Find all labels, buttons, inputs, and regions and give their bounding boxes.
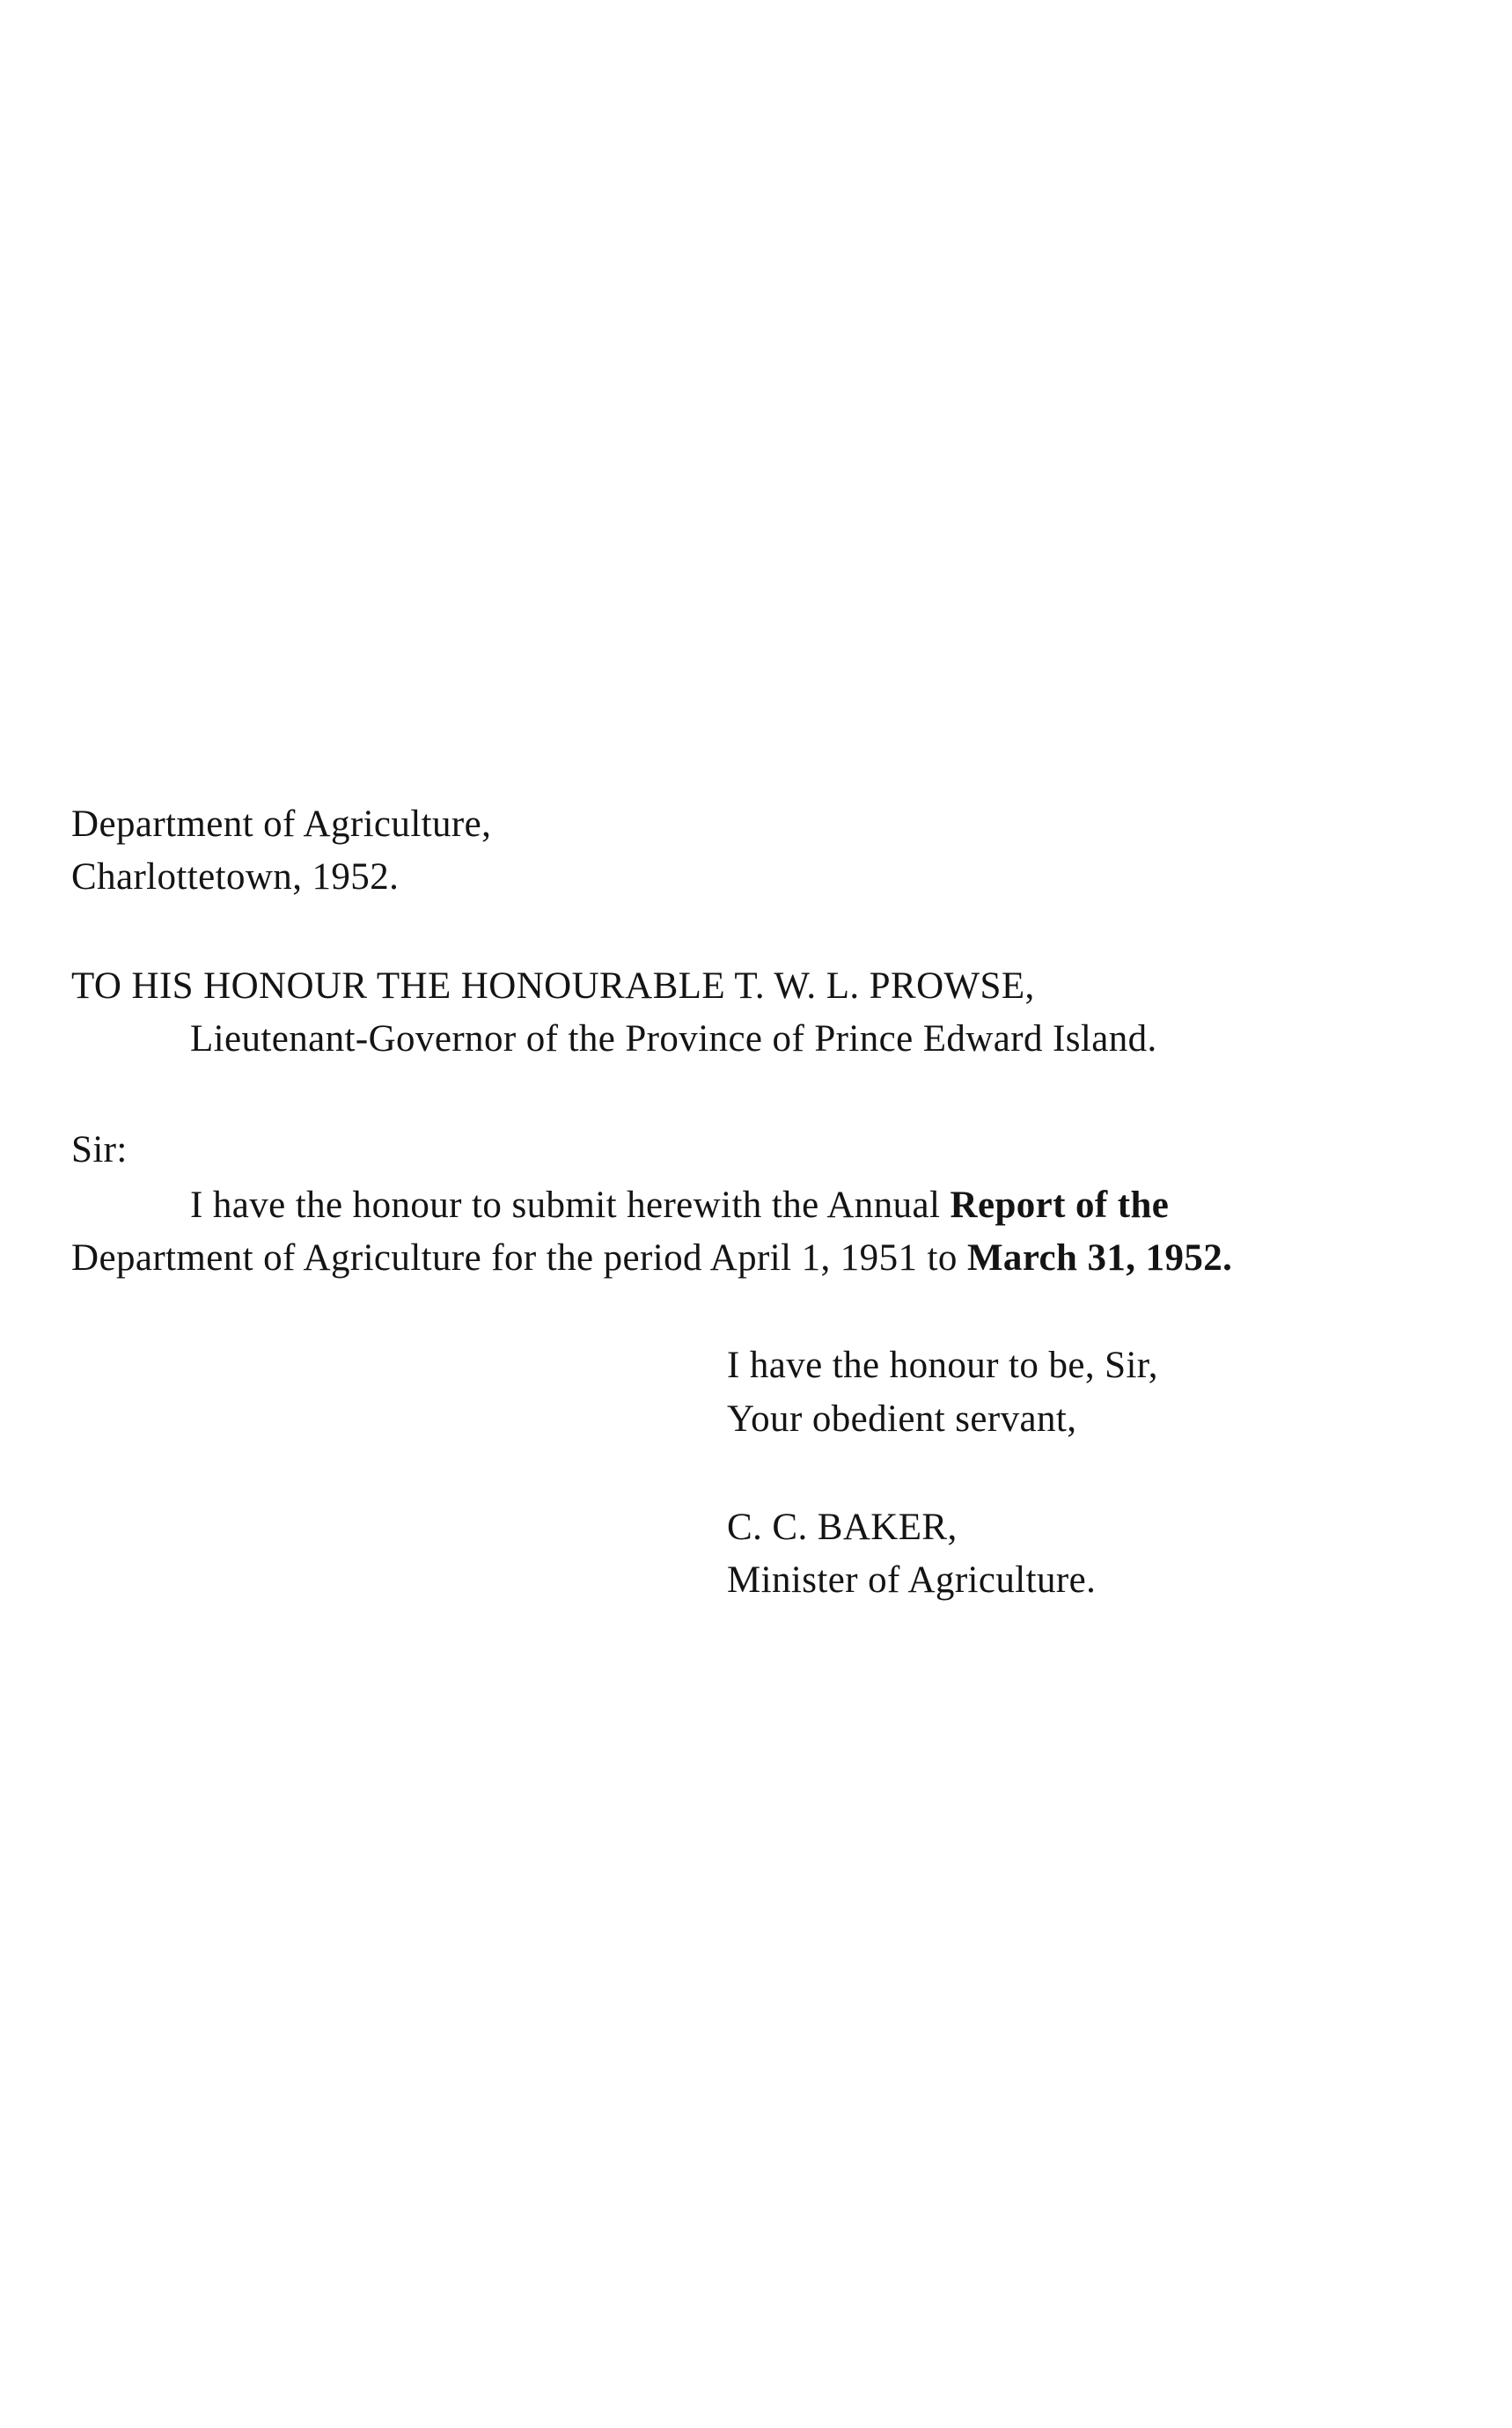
body-line-1-text: I have the honour to submit herewith the Annual [190,1185,951,1226]
addressee: TO HIS HONOUR THE HONOURABLE T. W. L. PROWSE, [71,965,1035,1007]
signatory-title: Minister of Agriculture. [727,1559,1097,1601]
closing-line-2: Your obedient servant, [727,1398,1077,1440]
body-line-1-bold-text: Report of the [950,1185,1170,1226]
body-line-2-text: Department of Agriculture for the period April 1, 1951 to [71,1237,967,1279]
sender-department: Department of Agriculture, [71,803,492,845]
body-line-2-bold-text: March 31, 1952. [966,1237,1233,1279]
closing-line-1: I have the honour to be, Sir, [727,1345,1158,1386]
body-line-2 [71,1236,1232,1280]
signatory-name: C. C. BAKER, [727,1507,958,1548]
salutation: Sir: [71,1129,128,1170]
sender-location-date: Charlottetown, 1952. [71,856,400,898]
body-line-1 [190,1184,1169,1228]
addressee-title: Lieutenant-Governor of the Province of Prince Edward Island. [190,1018,1157,1060]
